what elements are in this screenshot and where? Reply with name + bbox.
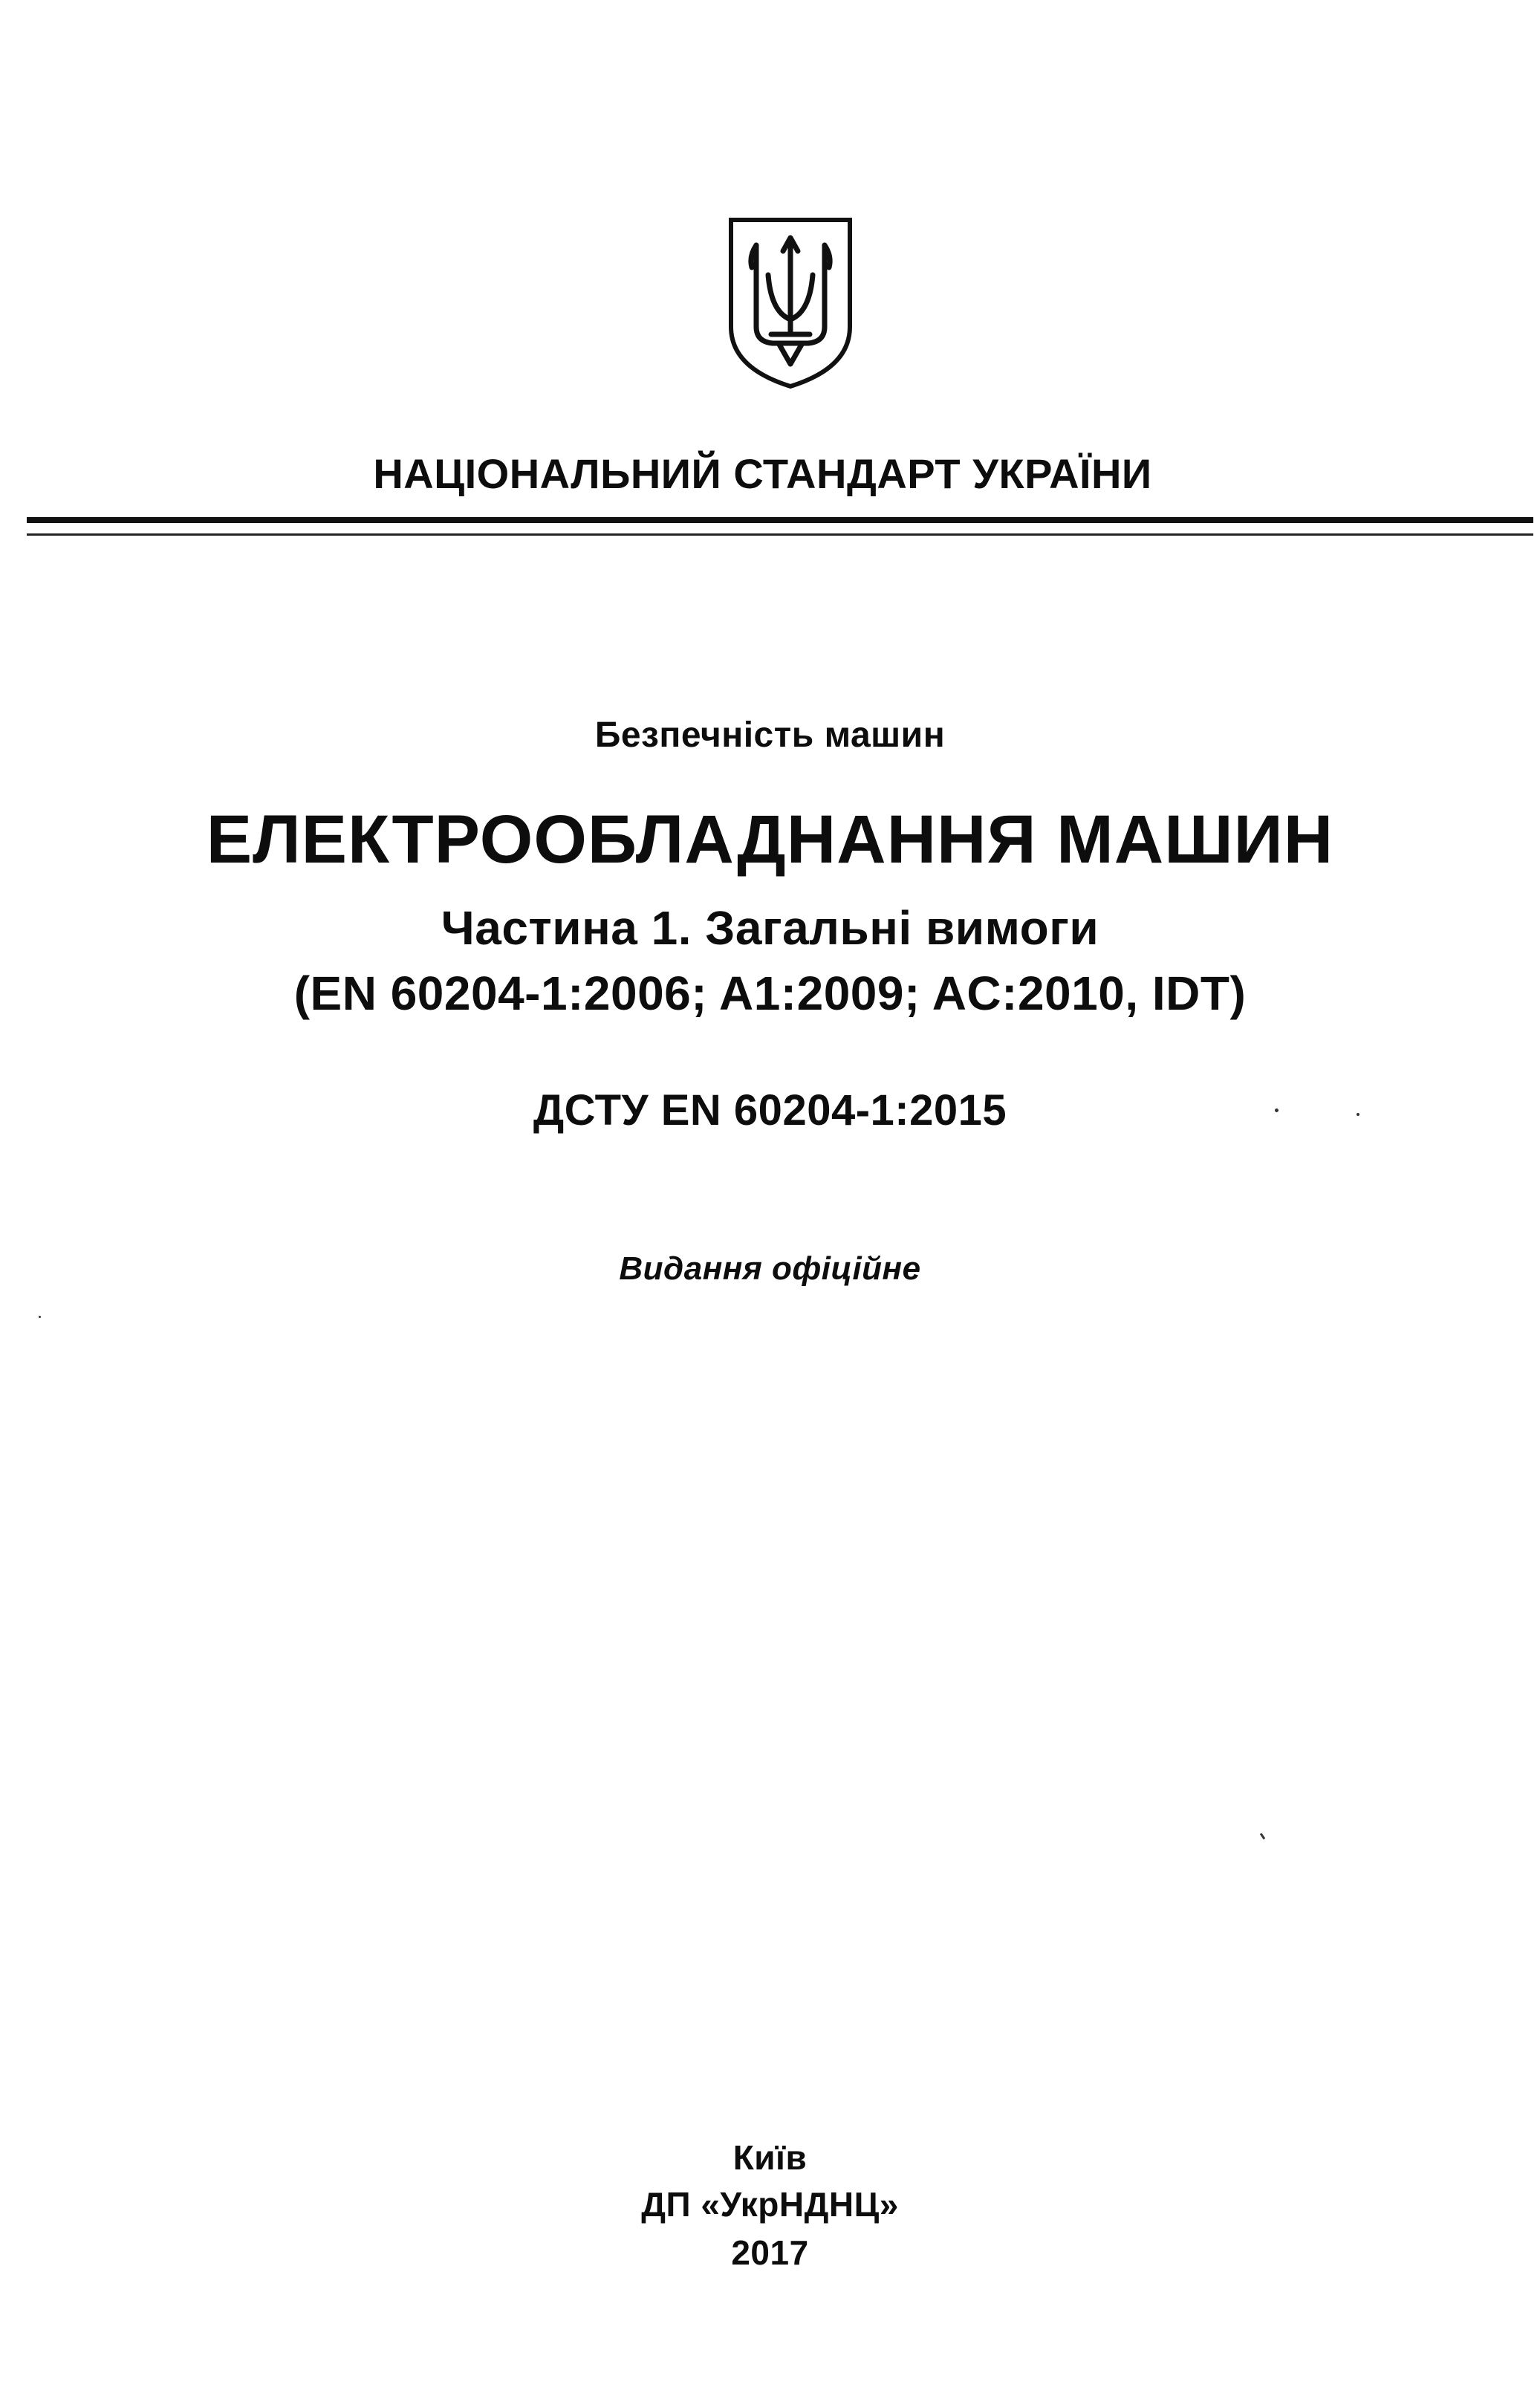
document-en-reference: (EN 60204-1:2006; A1:2009; AC:2010, IDT) [293,967,1247,1020]
document-subject: Безпечність машин [594,715,946,755]
document-part-title: Частина 1. Загальні вимоги [441,901,1099,955]
footer-year: 2017 [731,2233,809,2272]
trident-emblem-icon [727,215,854,391]
document-main-title: ЕЛЕКТРООБЛАДНАННЯ МАШИН [206,802,1334,877]
header-rule-thick [27,517,1533,523]
scan-speck [1275,1108,1279,1112]
scan-speck [39,1316,41,1318]
footer-publisher: ДП «УкрНДНЦ» [641,2185,899,2224]
header-rule-thin [27,533,1533,536]
header-title: НАЦІОНАЛЬНИЙ СТАНДАРТ УКРАЇНИ [373,450,1152,497]
document-edition: Видання офіційне [619,1250,921,1287]
scan-speck [1357,1113,1359,1116]
document-designation: ДСТУ EN 60204-1:2015 [533,1086,1007,1134]
scan-speck [1260,1833,1266,1840]
footer-city: Київ [732,2138,808,2177]
